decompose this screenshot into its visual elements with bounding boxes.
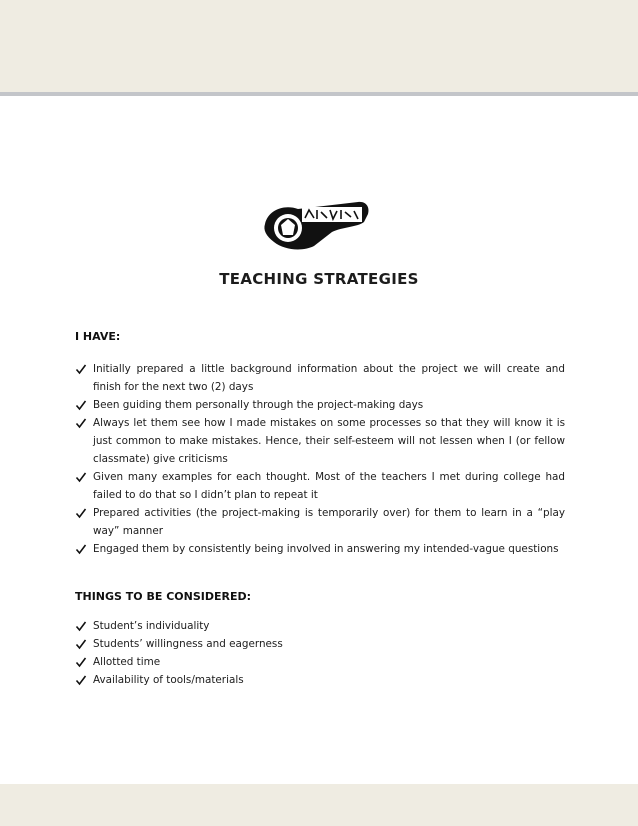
things-to-consider-list — [75, 617, 565, 689]
page-title: TEACHING STRATEGIES — [219, 270, 419, 288]
list-item-text: Always let them see how I made mistakes on some processes so that they will know it is just common to make mistakes. Hence, their self-esteem will not lessen when I (or fellow classmate) give criticisms — [93, 417, 565, 465]
list-item-text: Student’s individuality — [93, 620, 210, 632]
list-item — [75, 414, 565, 468]
checkmark-icon — [75, 671, 87, 689]
header-divider — [0, 92, 638, 96]
footer-band — [0, 784, 638, 826]
list-item-text: Engaged them by consistently being involved in answering my intended-vague questions — [93, 543, 559, 555]
list-item — [75, 671, 565, 689]
checkmark-icon — [75, 414, 87, 432]
checkmark-icon — [75, 360, 87, 378]
list-item — [75, 635, 565, 653]
list-item — [75, 617, 565, 635]
list-item-text: Allotted time — [93, 656, 161, 668]
list-item — [75, 540, 565, 558]
checkmark-icon — [75, 468, 87, 486]
section-heading-i-have: I HAVE: — [75, 330, 121, 343]
unc-practical-teaching-logo — [262, 194, 374, 252]
list-item-text: Availability of tools/materials — [93, 674, 244, 686]
list-item — [75, 468, 565, 504]
list-item-text: Initially prepared a little background information about the project we will create and finish for the next two (2) days — [93, 363, 565, 393]
list-item-text: Prepared activities (the project-making is temporarily over) for them to learn in a “play way” manner — [93, 507, 565, 537]
checkmark-icon — [75, 396, 87, 414]
i-have-list — [75, 360, 565, 558]
checkmark-icon — [75, 504, 87, 522]
list-item — [75, 360, 565, 396]
checkmark-icon — [75, 635, 87, 653]
checkmark-icon — [75, 617, 87, 635]
list-item — [75, 396, 565, 414]
section-heading-things-to-consider: THINGS TO BE CONSIDERED: — [75, 590, 252, 603]
list-item-text: Given many examples for each thought. Most of the teachers I met during college had failed to do that so I didn’t plan to repeat it — [93, 471, 565, 501]
checkmark-icon — [75, 653, 87, 671]
header-band — [0, 0, 638, 92]
list-item — [75, 504, 565, 540]
list-item-text: Students’ willingness and eagerness — [93, 638, 283, 650]
list-item — [75, 653, 565, 671]
checkmark-icon — [75, 540, 87, 558]
list-item-text: Been guiding them personally through the project-making days — [93, 399, 424, 411]
